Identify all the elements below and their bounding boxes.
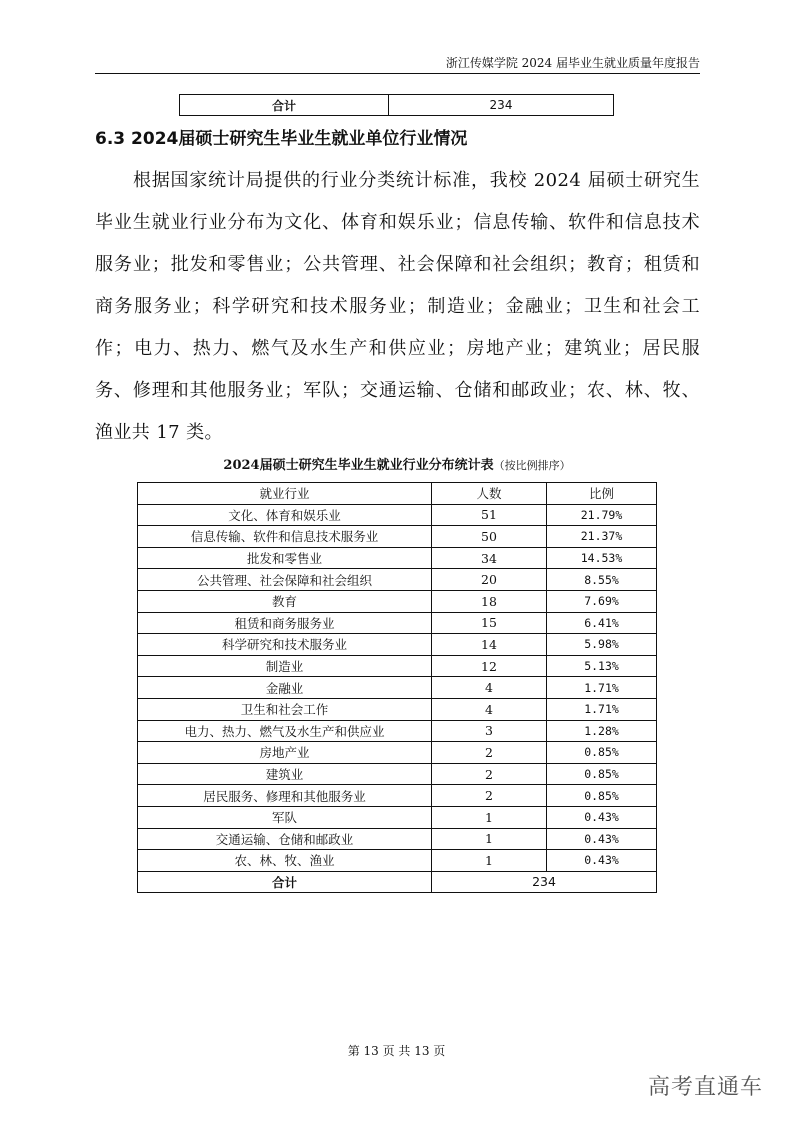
industry-cell: 信息传输、软件和信息技术服务业 xyxy=(138,526,432,548)
table-row xyxy=(138,720,657,742)
page-number: 第 13 页 共 13 页 xyxy=(347,1044,446,1058)
industry-cell: 文化、体育和娱乐业 xyxy=(138,504,432,526)
ratio-cell: 8.55% xyxy=(547,569,657,591)
ratio-cell: 14.53% xyxy=(547,547,657,569)
industry-cell: 居民服务、修理和其他服务业 xyxy=(138,785,432,807)
table-row xyxy=(138,526,657,548)
count-cell: 18 xyxy=(432,590,547,612)
table-row xyxy=(138,698,657,720)
count-cell: 2 xyxy=(432,742,547,764)
count-cell: 4 xyxy=(432,698,547,720)
table-total-value: 234 xyxy=(432,871,657,893)
count-cell: 15 xyxy=(432,612,547,634)
count-cell: 2 xyxy=(432,763,547,785)
header-industry: 就业行业 xyxy=(138,483,432,505)
table-row xyxy=(138,569,657,591)
industry-cell: 建筑业 xyxy=(138,763,432,785)
section-paragraph: 根据国家统计局提供的行业分类统计标准，我校 2024 届硕士研究生毕业生就业行业分布为文化、体育和娱乐业；信息传输、软件和信息技术服务业；批发和零售业；公共管理、社会保障和社会组织；教育；租赁和商务服务业；科学研究和技术服务业；制造业；金融业；卫生和社会工作；电力、热力、燃气及水生产和供应业；房地产业；建筑业；居民服务、修理和其他服务业；军队；交通运输、仓储和邮政业；农、林、牧、渔业共 17 类。 xyxy=(95,170,700,443)
table-caption-title: 2024届硕士研究生毕业生就业行业分布统计表 xyxy=(223,458,494,473)
table-row xyxy=(138,612,657,634)
industry-cell: 交通运输、仓储和邮政业 xyxy=(138,828,432,850)
industry-cell: 农、林、牧、渔业 xyxy=(138,850,432,872)
table-caption-note: （按比例排序） xyxy=(493,459,571,472)
industry-cell: 科学研究和技术服务业 xyxy=(138,634,432,656)
industry-cell: 金融业 xyxy=(138,677,432,699)
header-title: 浙江传媒学院 2024 届毕业生就业质量年度报告 xyxy=(445,56,700,70)
ratio-cell: 0.85% xyxy=(547,742,657,764)
ratio-cell: 6.41% xyxy=(547,612,657,634)
watermark-text: 高考直通车 xyxy=(647,1075,763,1100)
industry-cell: 租赁和商务服务业 xyxy=(138,612,432,634)
count-cell: 12 xyxy=(432,655,547,677)
table-row xyxy=(138,547,657,569)
page-footer xyxy=(0,1042,793,1059)
industry-cell: 批发和零售业 xyxy=(138,547,432,569)
ratio-cell: 0.85% xyxy=(547,785,657,807)
ratio-cell: 0.43% xyxy=(547,850,657,872)
count-cell: 4 xyxy=(432,677,547,699)
count-cell: 50 xyxy=(432,526,547,548)
table-row xyxy=(138,677,657,699)
industry-cell: 房地产业 xyxy=(138,742,432,764)
ratio-cell: 0.85% xyxy=(547,763,657,785)
total-value: 234 xyxy=(389,95,614,116)
table-row xyxy=(138,828,657,850)
count-cell: 14 xyxy=(432,634,547,656)
ratio-cell: 5.98% xyxy=(547,634,657,656)
ratio-cell: 0.43% xyxy=(547,828,657,850)
table-total-label: 合计 xyxy=(138,871,432,893)
industry-cell: 教育 xyxy=(138,590,432,612)
count-cell: 1 xyxy=(432,806,547,828)
table-row xyxy=(138,763,657,785)
table-row xyxy=(138,655,657,677)
table-caption xyxy=(137,454,657,473)
industry-cell: 公共管理、社会保障和社会组织 xyxy=(138,569,432,591)
count-cell: 1 xyxy=(432,828,547,850)
count-cell: 1 xyxy=(432,850,547,872)
table-row xyxy=(138,742,657,764)
page-header xyxy=(95,53,700,74)
table-header-row xyxy=(138,483,657,505)
table-row xyxy=(138,785,657,807)
ratio-cell: 1.71% xyxy=(547,677,657,699)
table-row xyxy=(138,850,657,872)
ratio-cell: 0.43% xyxy=(547,806,657,828)
ratio-cell: 1.71% xyxy=(547,698,657,720)
header-count: 人数 xyxy=(432,483,547,505)
count-cell: 3 xyxy=(432,720,547,742)
table-row xyxy=(138,590,657,612)
section-title: 6.3 2024届硕士研究生毕业生就业单位行业情况 xyxy=(95,129,468,149)
ratio-cell: 7.69% xyxy=(547,590,657,612)
count-cell: 20 xyxy=(432,569,547,591)
header-ratio: 比例 xyxy=(547,483,657,505)
ratio-cell: 21.37% xyxy=(547,526,657,548)
table-row xyxy=(138,634,657,656)
count-cell: 2 xyxy=(432,785,547,807)
total-label: 合计 xyxy=(180,95,389,116)
industry-cell: 制造业 xyxy=(138,655,432,677)
total-row xyxy=(180,95,614,116)
total-table-continued xyxy=(179,94,614,116)
ratio-cell: 1.28% xyxy=(547,720,657,742)
industry-table xyxy=(137,482,657,893)
table-total-row xyxy=(138,871,657,893)
industry-cell: 卫生和社会工作 xyxy=(138,698,432,720)
count-cell: 51 xyxy=(432,504,547,526)
industry-cell: 电力、热力、燃气及水生产和供应业 xyxy=(138,720,432,742)
ratio-cell: 21.79% xyxy=(547,504,657,526)
count-cell: 34 xyxy=(432,547,547,569)
industry-cell: 军队 xyxy=(138,806,432,828)
table-row xyxy=(138,806,657,828)
ratio-cell: 5.13% xyxy=(547,655,657,677)
table-row xyxy=(138,504,657,526)
